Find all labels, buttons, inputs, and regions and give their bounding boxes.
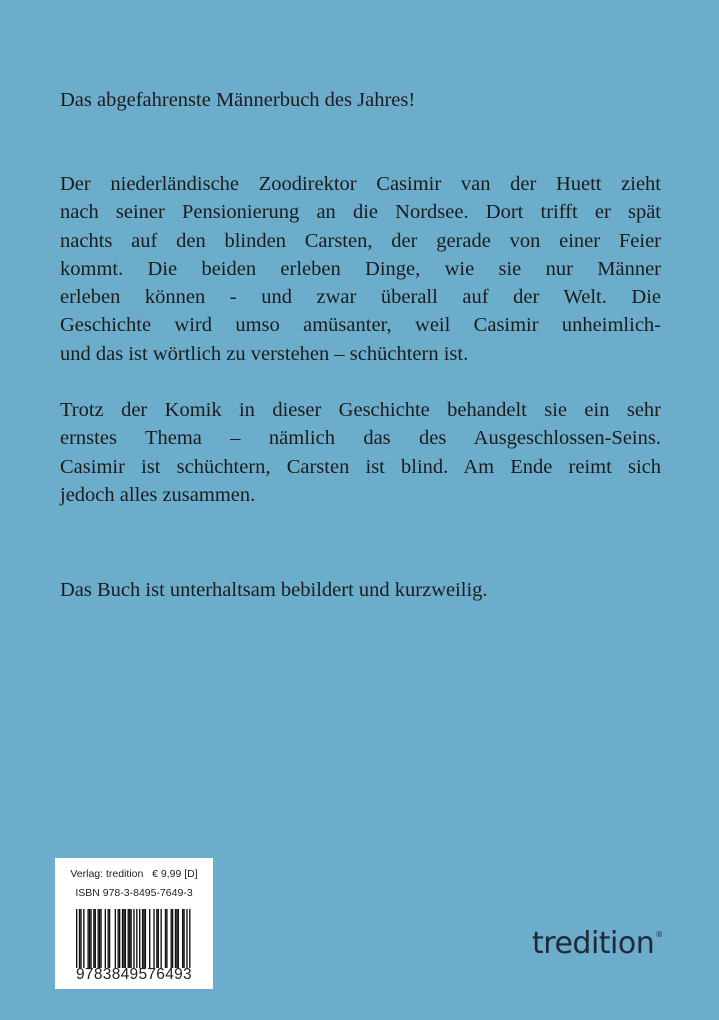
barcode-bar <box>153 909 154 968</box>
barcode-bar <box>123 909 124 968</box>
text-line: nachts auf den blinden Carsten, der gerade von einer Feier <box>60 229 661 252</box>
barcode-bar <box>100 909 101 968</box>
barcode-bar <box>83 909 84 968</box>
barcode-bar <box>183 909 184 968</box>
publisher-price: Verlag: tredition € 9,99 [D] <box>70 868 198 880</box>
barcode-bar <box>182 909 183 968</box>
barcode-bar <box>142 909 143 968</box>
barcode-bar <box>80 909 81 968</box>
barcode-bar <box>158 909 159 968</box>
barcode-bar <box>79 909 80 968</box>
text-line: und das ist wörtlich zu verstehen – schüchtern ist. <box>60 342 469 365</box>
barcode-bar <box>165 909 166 968</box>
text-line: Geschichte wird umso amüsanter, weil Casimir unheimlich- <box>60 314 661 337</box>
ean-number: 9783849576493 <box>76 966 192 983</box>
barcode-bar <box>149 909 150 968</box>
barcode-bar <box>156 909 157 968</box>
barcode-bar <box>115 909 116 968</box>
barcode-bar <box>160 909 161 968</box>
barcode-bar <box>145 909 146 968</box>
barcode-bar <box>99 909 100 968</box>
barcode-bar <box>76 909 77 968</box>
barcode-bar <box>90 909 91 968</box>
description-paragraph-1 <box>60 170 661 368</box>
barcode-bar <box>175 909 176 968</box>
barcode-bar <box>143 909 144 968</box>
text-line: kommt. Die beiden erleben Dinge, wie sie nur Männer <box>60 257 661 280</box>
barcode-bar <box>189 909 190 968</box>
barcode-bar <box>109 909 110 968</box>
barcode-bar <box>125 909 126 968</box>
barcode-bar <box>122 909 123 968</box>
barcode-bar <box>129 909 130 968</box>
barcode-bar <box>171 909 172 968</box>
barcode-bar <box>119 909 120 968</box>
description-paragraph-3: Das Buch ist unterhaltsam bebildert und kurzweilig. <box>60 579 488 601</box>
text-line: erleben können - und zwar überall auf der Welt. Die <box>60 286 661 309</box>
barcode-bar <box>105 909 106 968</box>
text-line: jedoch alles zusammen. <box>60 483 256 506</box>
text-line: Casimir ist schüchtern, Carsten ist blind. Am Ende reimt sich <box>60 455 661 478</box>
barcode-label <box>55 858 213 989</box>
barcode-bar <box>136 909 137 968</box>
barcode-bar <box>186 909 187 968</box>
barcode-bar <box>176 909 177 968</box>
tagline: Das abgefahrenste Männerbuch des Jahres! <box>60 89 416 111</box>
barcode-bar <box>87 909 88 968</box>
barcode-bar <box>139 909 140 968</box>
barcode-bar <box>89 909 90 968</box>
barcode-bar <box>95 909 96 968</box>
barcode-bar <box>128 909 129 968</box>
text-line: ernstes Thema – nämlich das des Ausgeschlossen-Seins. <box>60 427 661 450</box>
barcode-bar <box>93 909 94 968</box>
text-line: Der niederländische Zoodirektor Casimir van der Huett zieht <box>60 173 661 195</box>
barcode-bar <box>130 909 131 968</box>
barcode-bar <box>108 909 109 968</box>
barcode-bar <box>178 909 179 968</box>
text-line: Trotz der Komik in dieser Geschichte behandelt sie ein sehr <box>60 399 661 421</box>
barcode-bar <box>172 909 173 968</box>
registered-mark: ® <box>655 930 663 939</box>
tredition-logo <box>532 926 663 961</box>
barcode-bars <box>76 909 192 968</box>
barcode-bar <box>133 909 134 968</box>
text-line: nach seiner Pensionierung an die Nordsee. Dort trifft er spät <box>60 201 661 224</box>
isbn: ISBN 978-3-8495-7649-3 <box>75 887 193 899</box>
barcode-bar <box>166 909 167 968</box>
barcode-bar <box>97 909 98 968</box>
description-paragraph-2 <box>60 396 661 509</box>
logo-text: tredition <box>532 926 655 961</box>
barcode-bar <box>118 909 119 968</box>
